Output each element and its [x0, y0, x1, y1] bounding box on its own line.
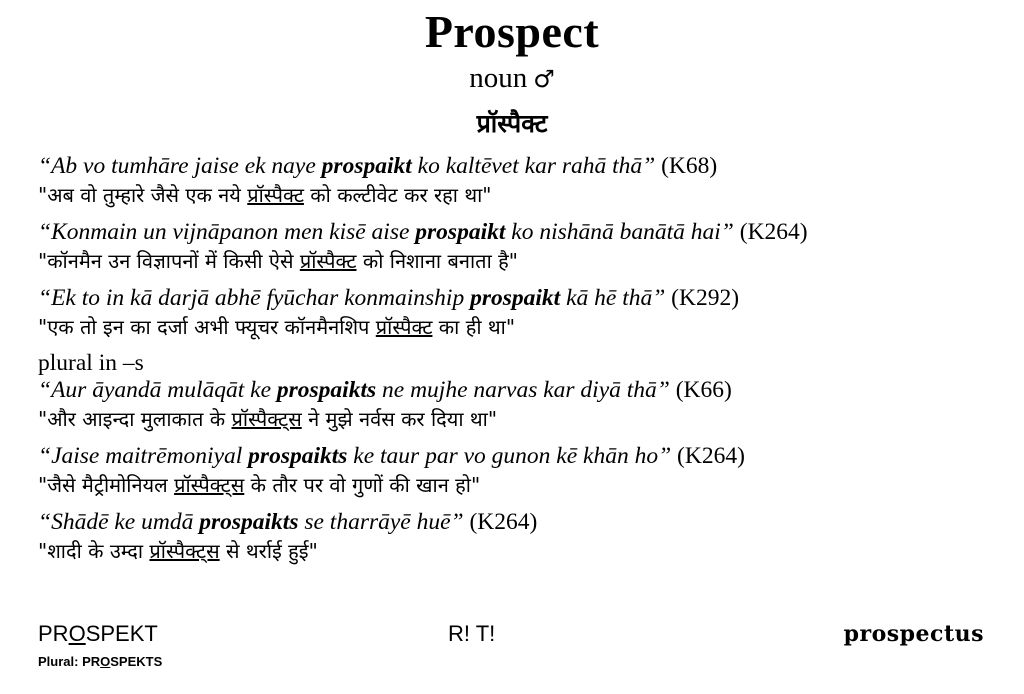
example-hindi-pre: "शादी के उम्दा [38, 539, 150, 563]
example-hindi-post: से थर्राई हुई" [219, 539, 318, 563]
example-hindi [38, 536, 998, 566]
example-roman [38, 508, 998, 536]
example-hindi-keyword: प्रॉस्पैक्ट [247, 183, 304, 207]
part-of-speech [0, 60, 1024, 97]
example-item [38, 218, 998, 276]
example-hindi [38, 180, 998, 210]
example-keyword: prospaikt [321, 153, 412, 179]
example-roman-pre: “Ek to in kā darjā abhē fyūchar konmainship [38, 285, 471, 311]
example-roman-post: ko kaltēvet kar rahā thā” [411, 153, 656, 179]
example-hindi [38, 404, 998, 434]
example-hindi-keyword: प्रॉस्पैक्ट्स [149, 539, 220, 563]
example-keyword: prospaikts [276, 377, 377, 403]
example-roman [38, 284, 998, 312]
pron-pre: PR [38, 621, 69, 646]
etymology: prospectus [843, 621, 984, 647]
example-ref: (K264) [671, 443, 745, 469]
example-roman [38, 376, 998, 404]
example-roman-pre: “Jaise maitrēmoniyal [38, 443, 249, 469]
example-hindi-keyword: प्रॉस्पैक्ट्स [231, 407, 302, 431]
male-gender-icon: ♂ [533, 65, 555, 93]
example-roman-post: ko nishānā banātā hai” [505, 219, 734, 245]
example-keyword: prospaikts [199, 509, 299, 535]
plural-pronunciation [38, 654, 162, 670]
example-hindi-pre: "कॉनमैन उन विज्ञापनों में किसी ऐसे [38, 249, 300, 273]
example-keyword: prospaikts [248, 443, 348, 469]
plural-note: plural in –s [38, 350, 144, 376]
example-keyword: prospaikt [415, 219, 506, 245]
example-keyword: prospaikt [470, 285, 561, 311]
example-roman-post: kā hē thā” [560, 285, 666, 311]
example-hindi [38, 246, 998, 276]
example-roman-pre: “Konmain un vijnāpanon men kisē aise [38, 219, 416, 245]
headword: Prospect [424, 6, 600, 57]
pron-stress: O [68, 621, 86, 646]
plural-example-item [38, 442, 998, 500]
example-hindi [38, 470, 998, 500]
example-hindi-post: को कल्टीवेट कर रहा था" [303, 183, 492, 207]
example-roman-post: ne mujhe narvas kar diyā thā” [376, 377, 670, 403]
example-ref: (K292) [665, 285, 740, 311]
example-hindi-pre: "अब वो तुम्हारे जैसे एक नये [38, 183, 248, 207]
example-item [38, 152, 998, 210]
plural-stress: O [100, 654, 111, 669]
example-hindi-post: का ही था" [432, 315, 516, 339]
example-roman-pre: “Ab vo tumhāre jaise ek naye [38, 153, 322, 179]
example-hindi-keyword: प्रॉस्पैक्ट [299, 249, 357, 273]
example-roman-post: ke taur par vo gunon kē khān ho” [347, 443, 672, 469]
example-hindi-post: ने मुझे नर्वस कर दिया था" [301, 407, 498, 431]
example-ref: (K68) [655, 153, 718, 179]
plural-label: Plural: PR [38, 654, 101, 669]
example-item [38, 284, 998, 342]
example-roman-post: se tharrāyē huē” [298, 509, 464, 535]
example-roman [38, 152, 998, 180]
example-ref: (K66) [669, 377, 732, 403]
pron-post: SPEKT [85, 621, 158, 646]
example-ref: (K264) [463, 509, 538, 535]
entry-footer [0, 620, 1024, 690]
rt-marker: R! T! [448, 621, 496, 646]
example-roman [38, 218, 998, 246]
plural-example-item [38, 508, 998, 566]
pronunciation [38, 620, 158, 648]
example-hindi [38, 312, 998, 342]
example-hindi-pre: "जैसे मैट्रीमोनियल [38, 473, 175, 497]
example-roman-pre: “Aur āyandā mulāqāt ke [38, 377, 277, 403]
hindi-headword: प्रॉस्पैक्ट [476, 109, 548, 138]
example-hindi-keyword: प्रॉस्पैक्ट्स [174, 473, 245, 497]
example-roman-pre: “Shādē ke umdā [38, 509, 200, 535]
example-hindi-keyword: प्रॉस्पैक्ट [375, 315, 433, 339]
example-ref: (K264) [733, 219, 808, 245]
example-hindi-pre: "एक तो इन का दर्जा अभी फ्यूचर कॉनमैनशिप [38, 315, 376, 339]
plural-post: SPEKTS [110, 654, 163, 669]
example-hindi-post: को निशाना बनाता है" [356, 249, 518, 273]
example-roman [38, 442, 998, 470]
pos-label: noun [469, 62, 528, 94]
example-hindi-post: के तौर पर वो गुणों की खान हो" [244, 473, 481, 497]
plural-example-item [38, 376, 998, 434]
example-hindi-pre: "और आइन्दा मुलाकात के [38, 407, 232, 431]
examples-block [38, 152, 998, 574]
